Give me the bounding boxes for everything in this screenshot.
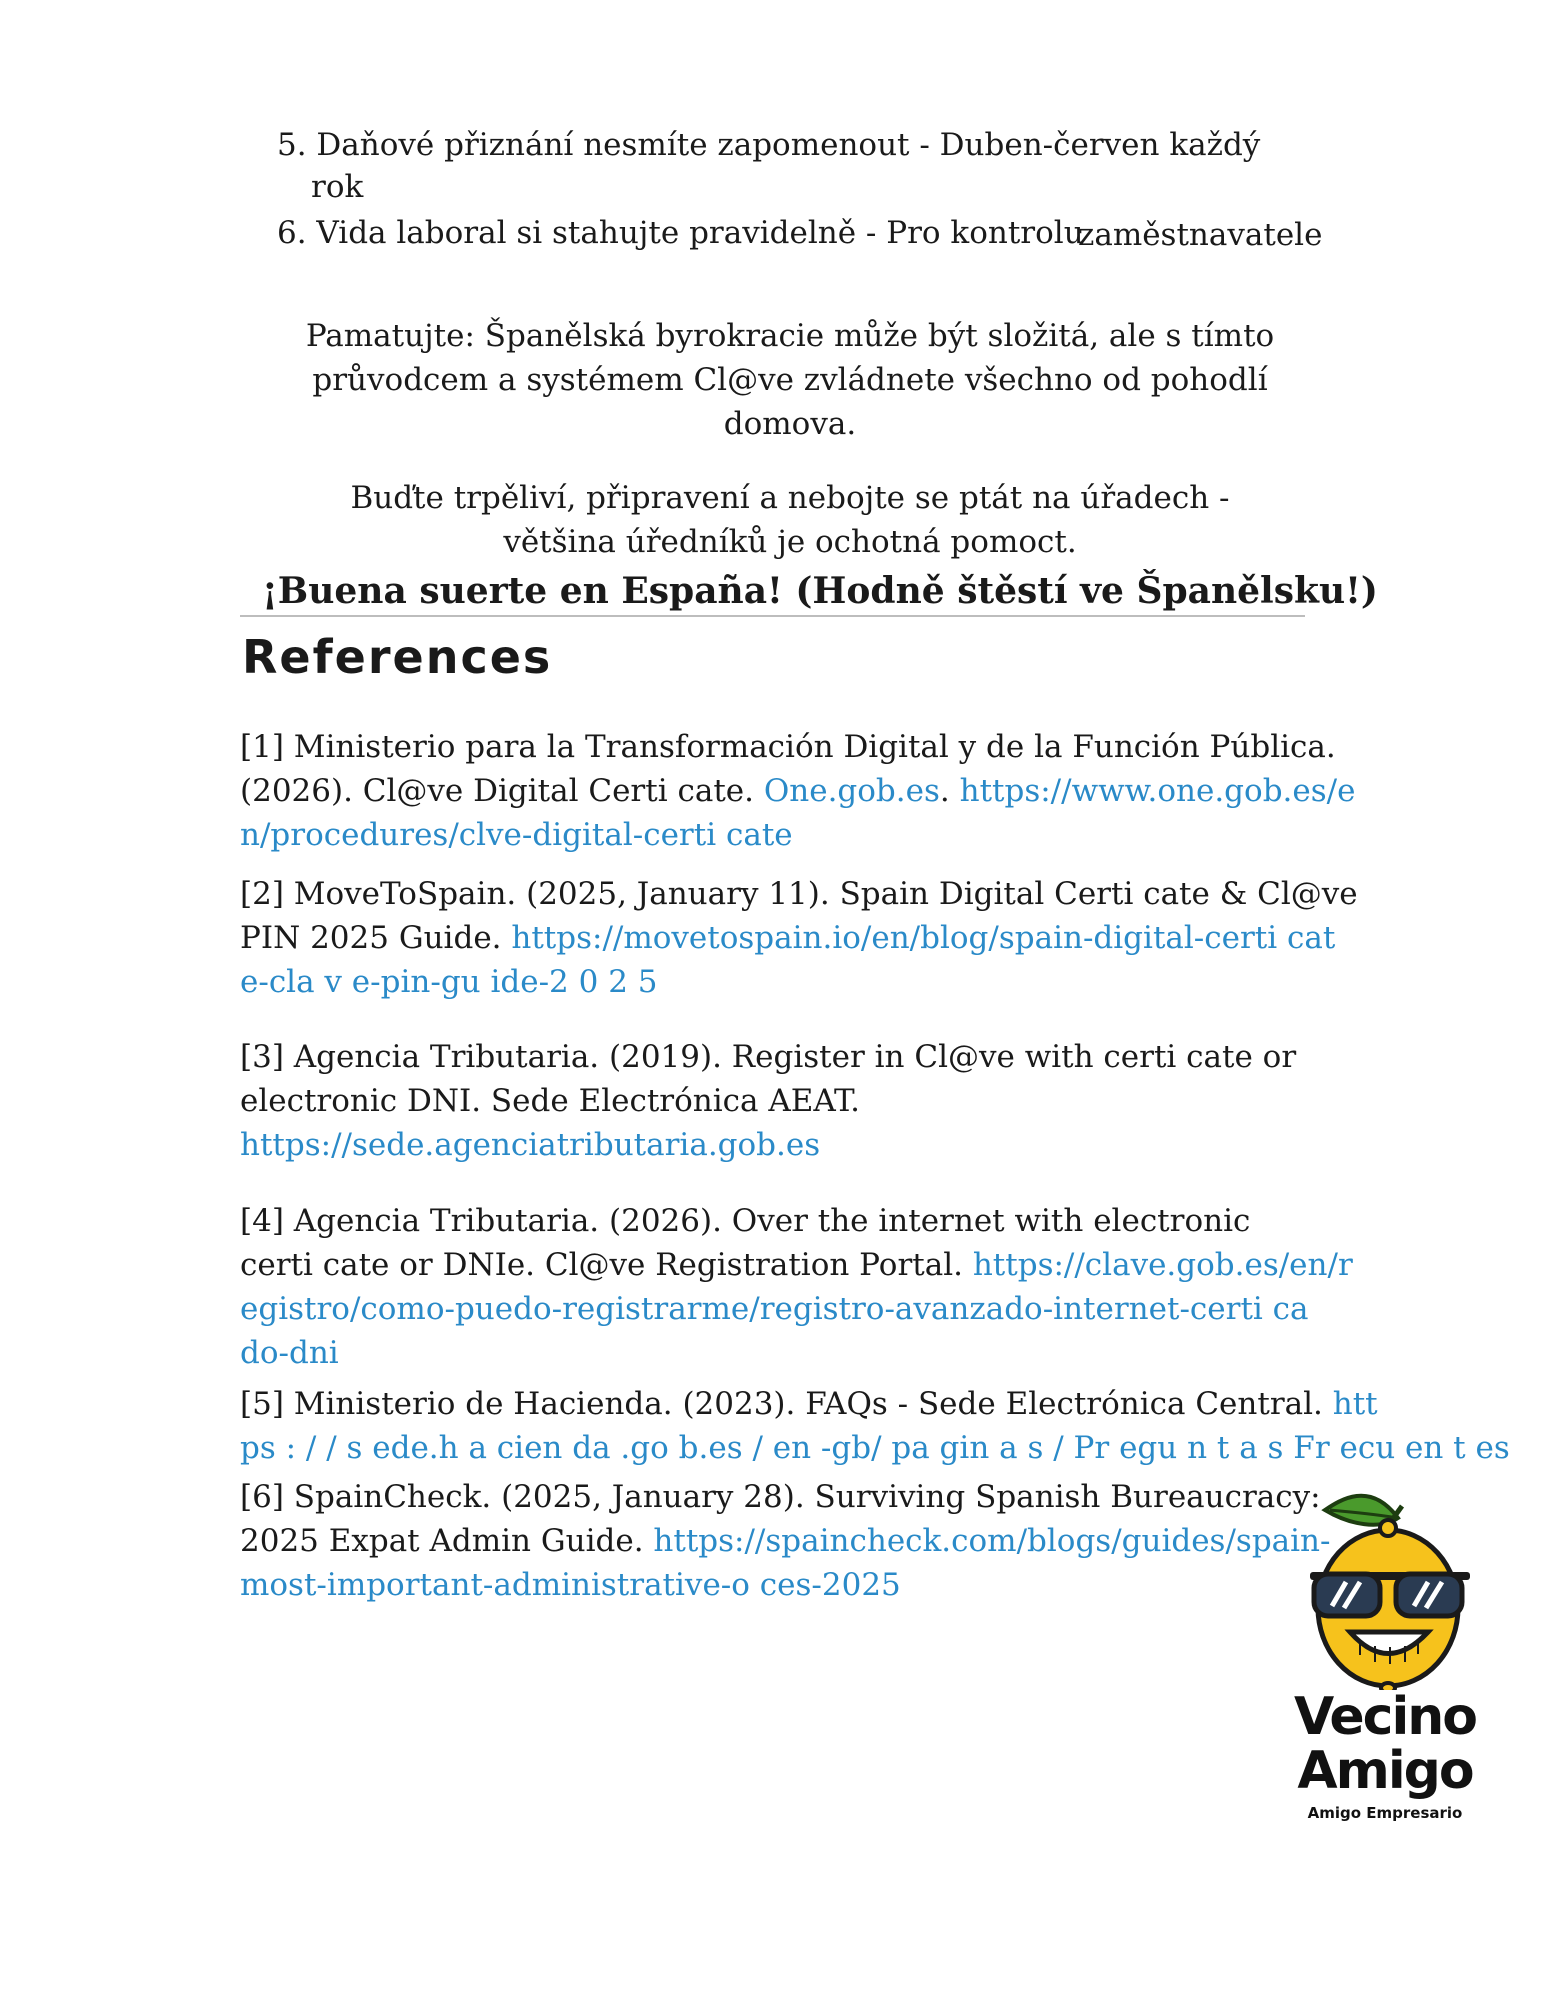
reference-6-line1: [6] SpainCheck. (2025, January 28). Surviving Spanish Bureaucracy:: [240, 1479, 1321, 1515]
list-item-5: [277, 124, 1260, 208]
reference-1-link-url-cont[interactable]: n/procedures/clve-digital-certi cate: [240, 817, 793, 853]
reference-5-link-url[interactable]: htt: [1332, 1386, 1378, 1422]
list-item-6-text: 6. Vida laboral si stahujte pravidelně - Pro kontrolu: [277, 215, 1084, 251]
reminder-p2-line1: Buďte trpěliví, připravení a nebojte se ptát na úřadech -: [350, 480, 1230, 516]
reminder-p2-line2: většina úředníků je ochotná pomoct.: [503, 524, 1077, 560]
reference-3: [240, 1035, 1296, 1167]
list-item-6: [277, 212, 1084, 254]
reference-1-link-onegob[interactable]: One.gob.es: [763, 773, 940, 809]
reference-1-line1: [1] Ministerio para la Transformación Digital y de la Función Pública.: [240, 729, 1336, 765]
reminder-p1-line2: průvodcem a systémem Cl@ve zvládnete všechno od pohodlí: [312, 362, 1268, 398]
reference-4-line1: [4] Agencia Tributaria. (2026). Over the internet with electronic: [240, 1203, 1251, 1239]
reference-2-link-url-cont[interactable]: e-cla v e-pin-gu ide-2 0 2 5: [240, 964, 658, 1000]
reference-2: [240, 872, 1358, 1004]
reminder-p1-line3: domova.: [723, 406, 857, 442]
lemon-mascot-icon: [1280, 1480, 1490, 1690]
reference-2-line2: PIN 2025 Guide. https://movetospain.io/en/blog/spain-digital-certi cat: [240, 920, 1336, 956]
reference-5-line1: [5] Ministerio de Hacienda. (2023). FAQs - Sede Electrónica Central. htt: [240, 1386, 1378, 1422]
reference-1: [240, 725, 1355, 857]
vecino-amigo-logo: [1280, 1480, 1490, 1822]
reference-4: [240, 1199, 1353, 1375]
closing-line: ¡Buena suerte en España! (Hodně štěstí ve Španělsku!): [262, 570, 1378, 612]
reference-6: [240, 1475, 1331, 1607]
logo-wordmark: [1280, 1687, 1490, 1801]
list-item-5-line1: 5. Daňové přiznání nesmíte zapomenout - Duben-červen každý: [277, 127, 1261, 163]
logo-tagline: Amigo Empresario: [1307, 1804, 1463, 1822]
reference-3-line1: [3] Agencia Tributaria. (2019). Register in Cl@ve with certi cate or: [240, 1039, 1297, 1075]
reminder-paragraph-1: [240, 314, 1340, 446]
reminder-p1-line1: Pamatujte: Španělská byrokracie může být složitá, ale s tímto: [305, 318, 1275, 354]
reference-4-line2: certi cate or DNIe. Cl@ve Registration Portal. https://clave.gob.es/en/r: [240, 1247, 1353, 1283]
reference-3-line2: electronic DNI. Sede Electrónica AEAT.: [240, 1083, 861, 1119]
reference-3-link-url[interactable]: https://sede.agenciatributaria.gob.es: [240, 1127, 821, 1163]
reference-5-link-url-cont[interactable]: ps : / / s ede.h a cien da .go b.es / en -gb/ pa gin a s / Pr egu n t a s Fr ecu en t es: [240, 1430, 1510, 1466]
reference-6-link-url[interactable]: https://spaincheck.com/blogs/guides/spain-: [653, 1523, 1331, 1559]
logo-line1: Vecino: [1293, 1687, 1477, 1747]
reference-4-link-url-cont[interactable]: egistro/como-puedo-registrarme/registro-avanzado-internet-certi ca: [240, 1291, 1309, 1327]
reference-5: [240, 1382, 1510, 1470]
reference-2-line1: [2] MoveToSpain. (2025, January 11). Spain Digital Certi cate & Cl@ve: [240, 876, 1358, 912]
divider: [240, 615, 1305, 617]
reference-2-link-url[interactable]: https://movetospain.io/en/blog/spain-digital-certi cat: [511, 920, 1336, 956]
reminder-paragraph-2: [240, 476, 1340, 564]
reference-6-link-url-cont[interactable]: most-important-administrative-o ces-2025: [240, 1567, 901, 1603]
reference-4-link-url[interactable]: https://clave.gob.es/en/r: [972, 1247, 1353, 1283]
list-item-6-tail: zaměstnavatele: [1078, 217, 1323, 253]
logo-line2: Amigo: [1297, 1741, 1473, 1801]
reference-6-line2: 2025 Expat Admin Guide. https://spaincheck.com/blogs/guides/spain-: [240, 1523, 1331, 1559]
reference-4-link-url-cont2[interactable]: do-dni: [240, 1335, 339, 1371]
reference-1-link-url[interactable]: https://www.one.gob.es/e: [959, 773, 1356, 809]
references-heading: References: [242, 630, 553, 684]
list-item-5-line2: rok: [311, 169, 364, 205]
reference-1-line2: (2026). Cl@ve Digital Certi cate. One.gob.es. https://www.one.gob.es/e: [240, 773, 1356, 809]
